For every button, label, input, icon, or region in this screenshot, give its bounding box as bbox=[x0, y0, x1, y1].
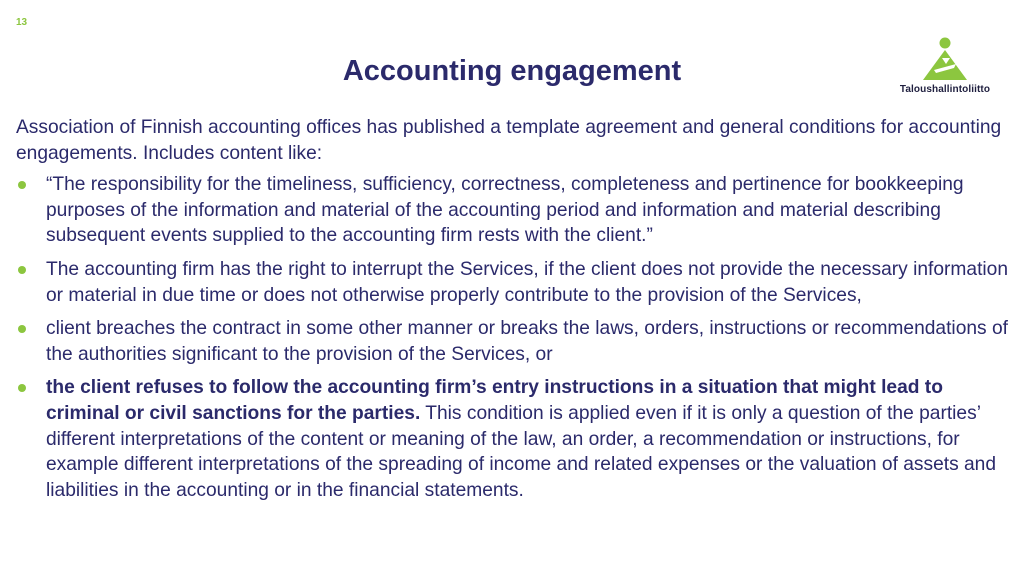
list-item-text: “The responsibility for the timeliness, sufficiency, correctness, completeness and pertinence for bookkeeping purposes of the information and material of the accounting period and information and material describing subsequent events supplied to the accounting firm rests with the client.” bbox=[46, 174, 964, 247]
bullet-dot-icon bbox=[18, 384, 26, 392]
list-item-bold-text: the client refuses to follow the accounting firm’s entry instructions in a situation that might lead to criminal or civil sanctions for the parties. bbox=[46, 377, 943, 424]
intro-paragraph: Association of Finnish accounting offices has published a template agreement and general conditions for accounting engagements. Includes content like: bbox=[16, 117, 1002, 164]
list-item bbox=[16, 316, 1016, 367]
slide-number: 13 bbox=[16, 17, 28, 28]
list-item bbox=[16, 257, 1016, 308]
triangle-person-logo-icon bbox=[920, 36, 970, 82]
list-item-text: client breaches the contract in some other manner or breaks the laws, orders, instructions or recommendations of the authorities significant to the provision of the Services, or bbox=[46, 318, 1008, 365]
slide-title: Accounting engagement bbox=[342, 55, 682, 87]
slide-body bbox=[16, 115, 1016, 511]
bullet-dot-icon bbox=[18, 181, 26, 189]
bullet-dot-icon bbox=[18, 266, 26, 274]
bullet-dot-icon bbox=[18, 325, 26, 333]
logo-text: Taloushallintoliitto bbox=[899, 84, 991, 95]
list-item bbox=[16, 375, 1016, 503]
bullet-list bbox=[16, 172, 1016, 503]
organization-logo bbox=[890, 36, 1000, 106]
list-item-text: The accounting firm has the right to interrupt the Services, if the client does not provide the necessary information or material in due time or does not otherwise properly contribute to the provision of the Services, bbox=[46, 258, 1009, 306]
list-item-text: This condition is applied even if it is only a question of the parties’ different interpretations of the content or meaning of the law, an order, a recommendation or instructions, for example different interpretations of the spreading of income and related expenses or the valuation of assets and liabilities in the accounting or in the financial statements. bbox=[46, 402, 997, 501]
list-item bbox=[16, 172, 1016, 249]
